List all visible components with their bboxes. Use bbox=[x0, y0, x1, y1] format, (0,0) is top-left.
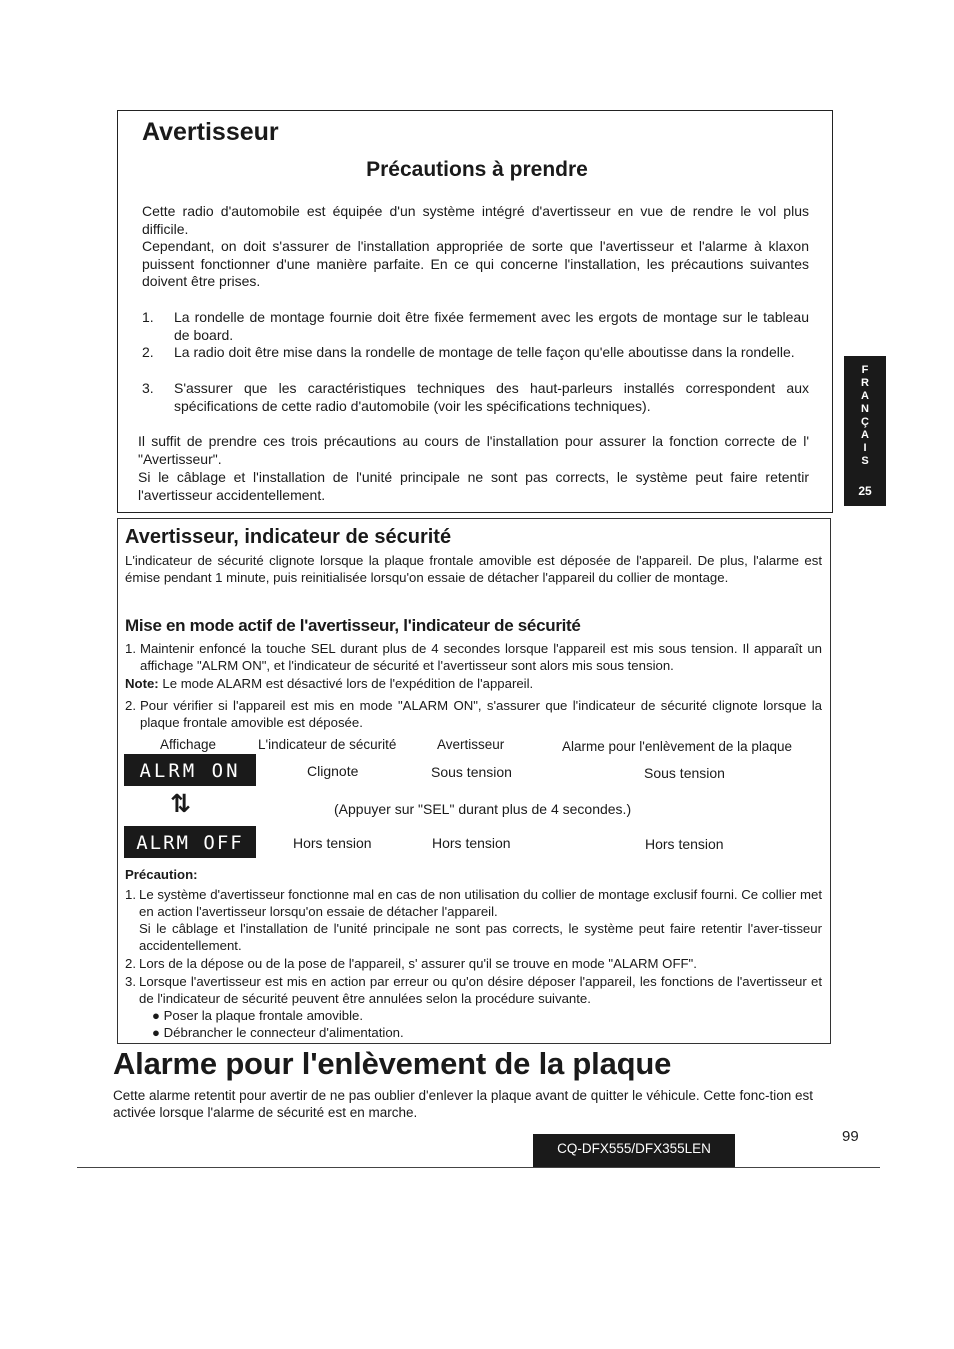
press-sel-note: (Appuyer sur "SEL" durant plus de 4 secondes.) bbox=[334, 801, 632, 817]
precaution-label: Précaution: bbox=[125, 867, 198, 882]
bullet-dot-icon: ● bbox=[152, 1025, 160, 1040]
footer-divider bbox=[77, 1167, 880, 1168]
note-label: Note: bbox=[125, 676, 159, 691]
cell-alarme-off: Hors tension bbox=[645, 836, 724, 852]
lcd-display-alarm-off bbox=[124, 826, 256, 858]
cell-indicateur-off: Hors tension bbox=[293, 835, 372, 851]
section-title-avertisseur: Avertisseur bbox=[142, 118, 279, 146]
column-header-alarme: Alarme pour l'enlèvement de la plaque bbox=[562, 739, 792, 754]
intro-paragraph-2: Cependant, on doit s'assurer de l'installation appropriée de sorte que l'avertisseur et l'alarme à klaxon puissent fonctionner d'une manière parfaite. En ce qui concerne l'installation, les précautions suivantes doivent être prises. bbox=[142, 238, 809, 289]
cell-indicateur-on: Clignote bbox=[307, 763, 359, 779]
list-item: 1. Le système d'avertisseur fonctionne mal en cas de non utilisation du collier de montage exclusif fourni. Ce collier met en action l'avertisseur lorsqu'on essaie de détacher l'appareil. bbox=[125, 887, 822, 919]
model-number: CQ-DFX555/DFX355LEN bbox=[557, 1141, 711, 1156]
column-header-avertisseur: Avertisseur bbox=[437, 737, 505, 752]
lcd-off-text: ALRM OFF bbox=[136, 832, 244, 854]
outro-paragraph-1: Il suffit de prendre ces trois précautions au cours de l'installation pour assurer la fonction correcte de l' "Avertisseur". bbox=[138, 433, 809, 467]
bullet-dot-icon: ● bbox=[152, 1008, 160, 1023]
list-item: 2. Lors de la dépose ou de la pose de l'appareil, s' assurer qu'il se trouve en mode "ALARM OFF". bbox=[125, 956, 697, 971]
column-header-indicateur: L'indicateur de sécurité bbox=[258, 737, 397, 752]
section-title-indicateur: Avertisseur, indicateur de sécurité bbox=[125, 526, 452, 548]
page-number: 99 bbox=[842, 1128, 859, 1145]
bullet-item: ● Débrancher le connecteur d'alimentation. bbox=[152, 1025, 404, 1040]
note-line bbox=[125, 676, 533, 693]
cell-avertisseur-off: Hors tension bbox=[432, 835, 511, 851]
subsection-title-mise-en-mode: Mise en mode actif de l'avertisseur, l'indicateur de sécurité bbox=[125, 616, 581, 635]
lcd-on-text: ALRM ON bbox=[139, 760, 241, 782]
bullet-item: ● Poser la plaque frontale amovible. bbox=[152, 1008, 364, 1023]
alarme-plaque-text: Cette alarme retentit pour avertir de ne pas oublier d'enlever la plaque avant de quitter le véhicule. Cette fonc-tion est activée lorsque l'alarme de sécurité est en marche. bbox=[113, 1088, 813, 1120]
outro-paragraph-2: Si le câblage et l'installation de l'unité principale ne sont pas corrects, le système peut faire retentir l'avertisseur accidentellement. bbox=[138, 469, 809, 503]
list-item: 1. Maintenir enfoncé la touche SEL durant plus de 4 secondes lorsque l'appareil est mis sous tension. Il apparaît un affichage "ALRM ON", et l'indicateur de sécurité et l'avertisseur sont alors mis sous tension. bbox=[125, 641, 822, 673]
column-header-affichage: Affichage bbox=[160, 737, 217, 752]
list-item: 3. Lorsque l'avertisseur est mis en action par erreur ou qu'on désire déposer l'appareil, les fonctions de l'avertisseur et de l'indicateur de sécurité peuvent être annulées selon la procédure suivante. bbox=[125, 974, 822, 1006]
cell-alarme-on: Sous tension bbox=[644, 765, 725, 781]
cell-avertisseur-on: Sous tension bbox=[431, 764, 512, 780]
language-tab: F R A N Ç A I S 25 bbox=[844, 356, 886, 506]
tab-page-number: 25 bbox=[858, 484, 872, 498]
lcd-display-alarm-on bbox=[124, 754, 256, 786]
intro-paragraph-1: Cette radio d'automobile est équipée d'un système intégré d'avertisseur en vue de rendre le vol plus difficile. bbox=[142, 203, 809, 237]
toggle-arrows-icon: ⇅ bbox=[170, 790, 191, 818]
list-item: Si le câblage et l'installation de l'unité principale ne sont pas corrects, le système peut faire retentir l'aver-tisseur accidentellement. bbox=[139, 921, 822, 953]
section-title-alarme-plaque: Alarme pour l'enlèvement de la plaque bbox=[113, 1046, 672, 1081]
indicator-intro: L'indicateur de sécurité clignote lorsque la plaque frontale amovible est déposée de l'appareil. De plus, l'alarme est émise pendant 1 minute, puis reinitialisée lorsqu'on essaie de détacher l'appareil du collier de montage. bbox=[125, 553, 822, 585]
list-item: 1. La rondelle de montage fournie doit être fixée fermement avec les ergots de montage sur le tableau de board. bbox=[142, 309, 809, 343]
list-item: 3. S'assurer que les caractéristiques techniques des haut-parleurs installés correspondent aux spécifications de cette radio d'automobile (voir les spécifications techniques). bbox=[142, 380, 809, 414]
note-text: Le mode ALARM est désactivé lors de l'expédition de l'appareil. bbox=[158, 676, 534, 691]
list-item: 2. Pour vérifier si l'appareil est mis en mode "ALARM ON", s'assurer que l'indicateur de sécurité clignote lorsque la plaque frontale amovible est déposée. bbox=[125, 698, 822, 730]
list-item: 2. La radio doit être mise dans la rondelle de montage de telle façon qu'elle aboutisse dans la rondelle. bbox=[142, 344, 795, 360]
section-subtitle-precautions: Précautions à prendre bbox=[366, 158, 588, 181]
